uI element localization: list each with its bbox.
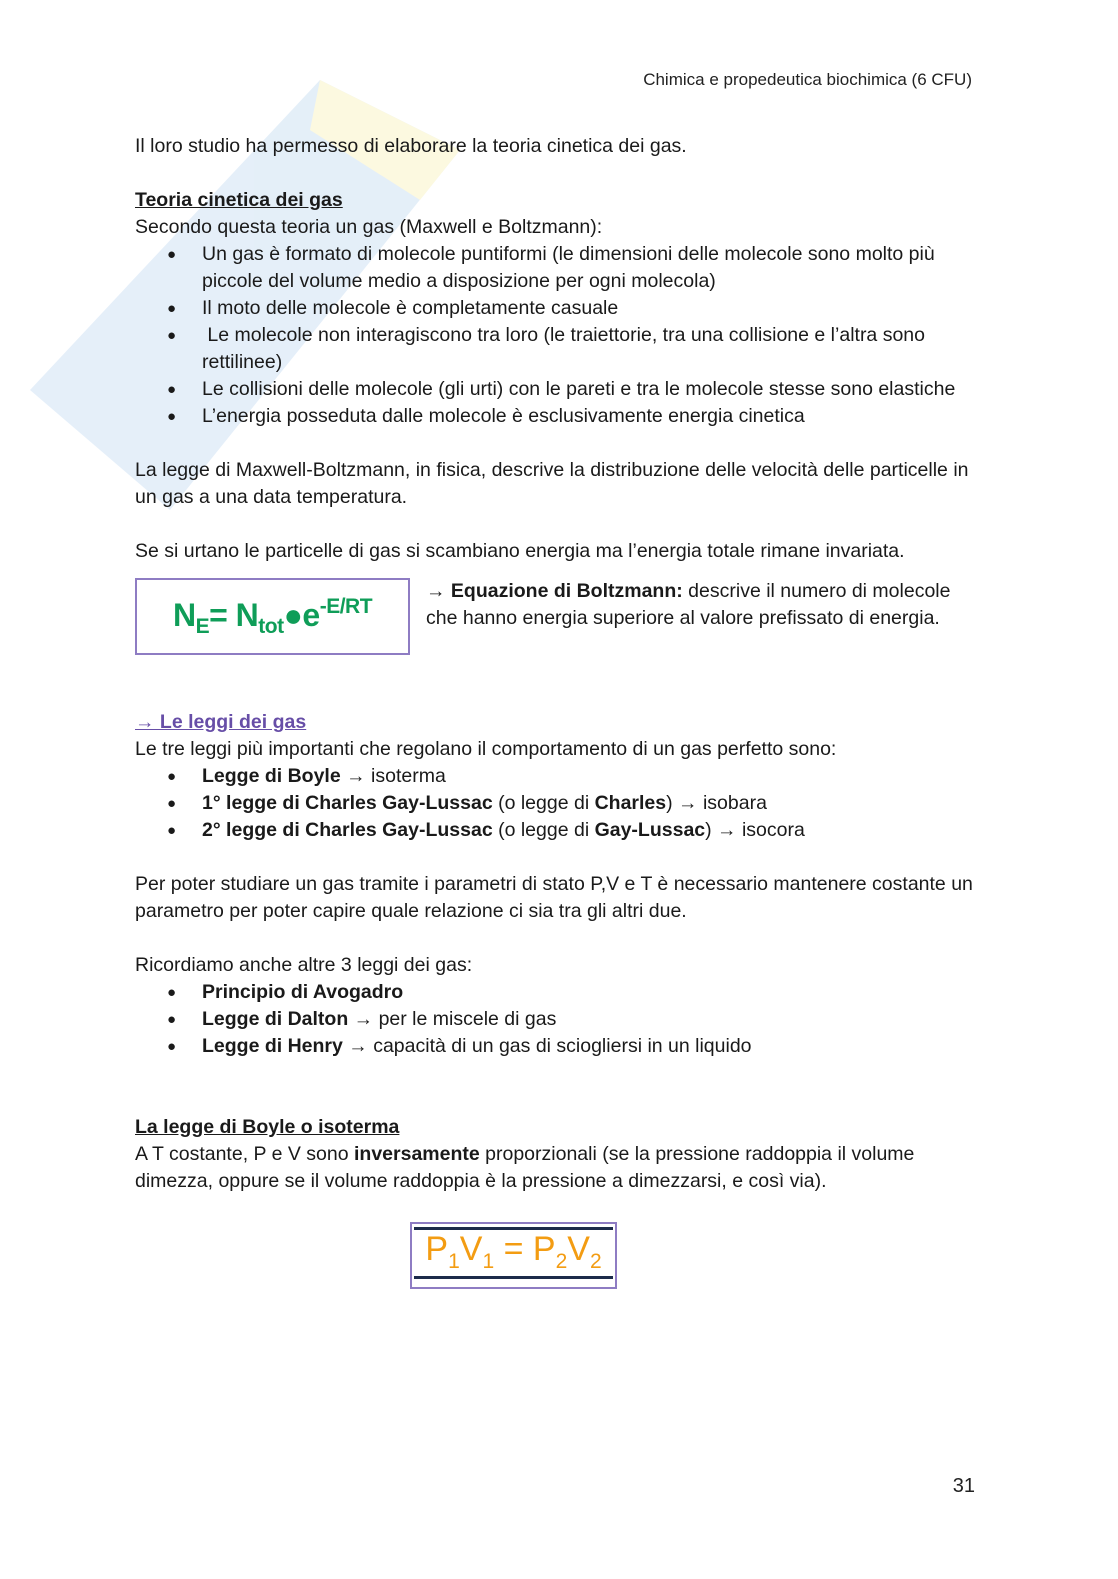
list-item: ● Legge di Boyle → isoterma	[202, 763, 980, 790]
boyle-equation: $P_1V_1 = P_2V_2$	[425, 1230, 602, 1273]
list-item: ● Legge di Henry → capacità di un gas di sciogliersi in un liquido	[202, 1033, 980, 1060]
kinetic-bullet-list	[135, 241, 980, 430]
list-item: ● Legge di Dalton → per le miscele di gas	[202, 1006, 980, 1033]
boltzmann-description: → Equazione di Boltzmann: descrive il numero di molecole che hanno energia superiore al valore prefissato di energia.	[426, 580, 951, 629]
boyle-heading: La legge di Boyle o isoterma	[135, 1116, 400, 1138]
kinetic-lead: Secondo questa teoria un gas (Maxwell e Boltzmann):	[135, 216, 603, 238]
state-parameters-paragraph: Per poter studiare un gas tramite i parametri di stato P,V e T è necessario mantenere costante un parametro per poter capire quale relazione ci sia tra gli altri due.	[135, 873, 973, 922]
other-laws-list	[135, 979, 980, 1060]
list-item: ● 1° legge di Charles Gay-Lussac (o legge di Charles) → isobara	[202, 790, 980, 817]
list-item: ● L’energia posseduta dalle molecole è esclusivamente energia cinetica	[202, 403, 980, 430]
page-content	[135, 133, 980, 1289]
gas-laws-list	[135, 763, 980, 844]
gas-laws-lead: Le tre leggi più importanti che regolano il comportamento di un gas perfetto sono:	[135, 738, 837, 760]
gas-laws-link[interactable]: → Le leggi dei gas	[135, 711, 307, 733]
boltzmann-row	[135, 578, 980, 655]
maxwell-paragraph: La legge di Maxwell-Boltzmann, in fisica, descrive la distribuzione delle velocità delle particelle in un gas a una data temperatura.	[135, 459, 969, 508]
list-item: ● Il moto delle molecole è completamente casuale	[202, 295, 980, 322]
boyle-equation-box	[410, 1222, 617, 1289]
list-item: ● Principio di Avogadro	[202, 979, 980, 1006]
intro-paragraph: Il loro studio ha permesso di elaborare la teoria cinetica dei gas.	[135, 135, 687, 157]
list-item: ● 2° legge di Charles Gay-Lussac (o legge di Gay-Lussac) → isocora	[202, 817, 980, 844]
boltzmann-equation: $N_E=$ $N_{tot}●e^{-E/RT}$	[172, 595, 373, 638]
list-item: ● Le collisioni delle molecole (gli urti) con le pareti e tra le molecole stesse sono elastiche	[202, 376, 980, 403]
boltzmann-equation-box	[135, 578, 410, 655]
page-number: 31	[952, 1475, 975, 1497]
course-header: Chimica e propedeutica biochimica (6 CFU)	[643, 70, 972, 89]
boyle-paragraph: A T costante, P e V sono inversamente proporzionali (se la pressione raddoppia il volume dimezza, oppure se il volume raddoppia è la pressione a dimezzarsi, e così via).	[135, 1143, 915, 1192]
list-item: ● Un gas è formato di molecole puntiformi (le dimensioni delle molecole sono molto più piccole del volume medio a disposizione per ogni molecola)	[202, 241, 980, 295]
list-item: ● Le molecole non interagiscono tra loro (le traiettorie, tra una collisione e l’altra sono rettilinee)	[202, 322, 980, 376]
collision-paragraph: Se si urtano le particelle di gas si scambiano energia ma l’energia totale rimane invariata.	[135, 540, 905, 562]
kinetic-theory-heading: Teoria cinetica dei gas	[135, 189, 343, 211]
other-laws-lead: Ricordiamo anche altre 3 leggi dei gas:	[135, 954, 473, 976]
